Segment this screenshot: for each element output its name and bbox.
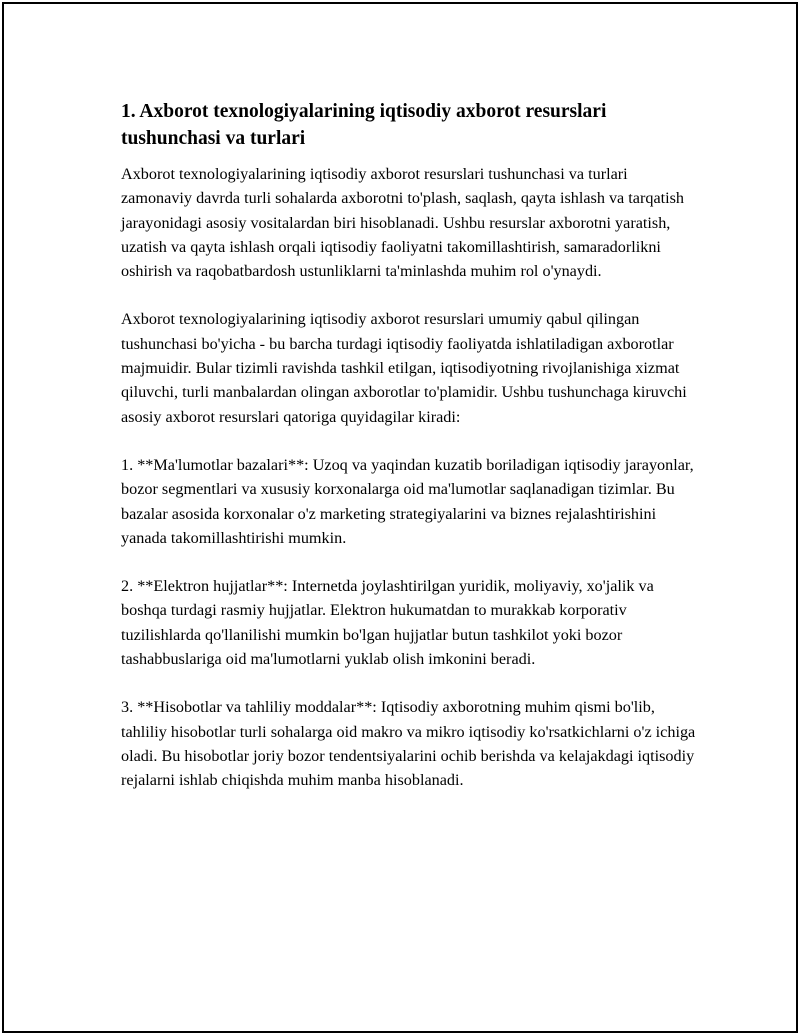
paragraph-intro: Axborot texnologiyalarining iqtisodiy axborot resurslari tushunchasi va turlari zamonaviy davrda turli sohalarda axborotni to'plash, saqlash, qayta ishlash va tarqatish jarayonidagi asosiy vositalardan biri hisoblanadi. Ushbu resurslar axborotni yaratish, uzatish va qayta ishlash orqali iqtisodiy faoliyatni takomillashtirish, samaradorlikni oshirish va raqobatbardosh ustunliklarni ta'minlashda muhim rol o'ynaydi. — [121, 165, 685, 281]
paragraph-definition: Axborot texnologiyalarining iqtisodiy axborot resurslari umumiy qabul qilingan tushunchasi bo'yicha - bu barcha turdagi iqtisodiy faoliyatda ishlatiladigan axborotlar majmuidir. Bular tizimli ravishda tashkil etilgan, iqtisodiyotning rivojlanishiga xizmat qiluvchi, turli manbalardan olingan axborotlar to'plamidir. Ushbu tushunchaga kiruvchi asosiy axborot resurslari qatoriga quyidagilar kiradi: — [121, 310, 687, 426]
list-item-reports: 3. **Hisobotlar va tahliliy moddalar**: Iqtisodiy axborotning muhim qismi bo'lib, tahliliy hisobotlar turli sohalarga oid makro va mikro iqtisodiy ko'rsatkichlarni o'z ichiga oladi. Bu hisobotlar joriy bozor tendentsiyalarini ochib berishda va kelajakdagi iqtisodiy rejalarni ishlab chiqishda muhim manba hisoblanadi. — [121, 698, 696, 790]
document-body — [121, 98, 696, 817]
list-item-electronic-documents: 2. **Elektron hujjatlar**: Internetda joylashtirilgan yuridik, moliyaviy, xo'jalik va boshqa turdagi rasmiy hujjatlar. Elektron hukumatdan to murakkab korporativ tuzilishlarda qo'llanilishi mumkin bo'lgan hujjatlar butun tashkilot yoki bozor tashabbuslariga oid ma'lumotlarni yuklab olish imkonini beradi. — [121, 577, 654, 669]
list-item-databases: 1. **Ma'lumotlar bazalari**: Uzoq va yaqindan kuzatib boriladigan iqtisodiy jarayonlar, bozor segmentlari va xususiy korxonalarga oid ma'lumotlar saqlanadigan tizimlar. Bu bazalar asosida korxonalar o'z marketing strategiyalarini va biznes rejalashtirishini yanada takomillashtirishi mumkin. — [121, 455, 694, 547]
page-border — [2, 2, 798, 1033]
document-title: 1. Axborot texnologiyalarining iqtisodiy axborot resurslari tushunchasi va turlari — [121, 101, 607, 149]
